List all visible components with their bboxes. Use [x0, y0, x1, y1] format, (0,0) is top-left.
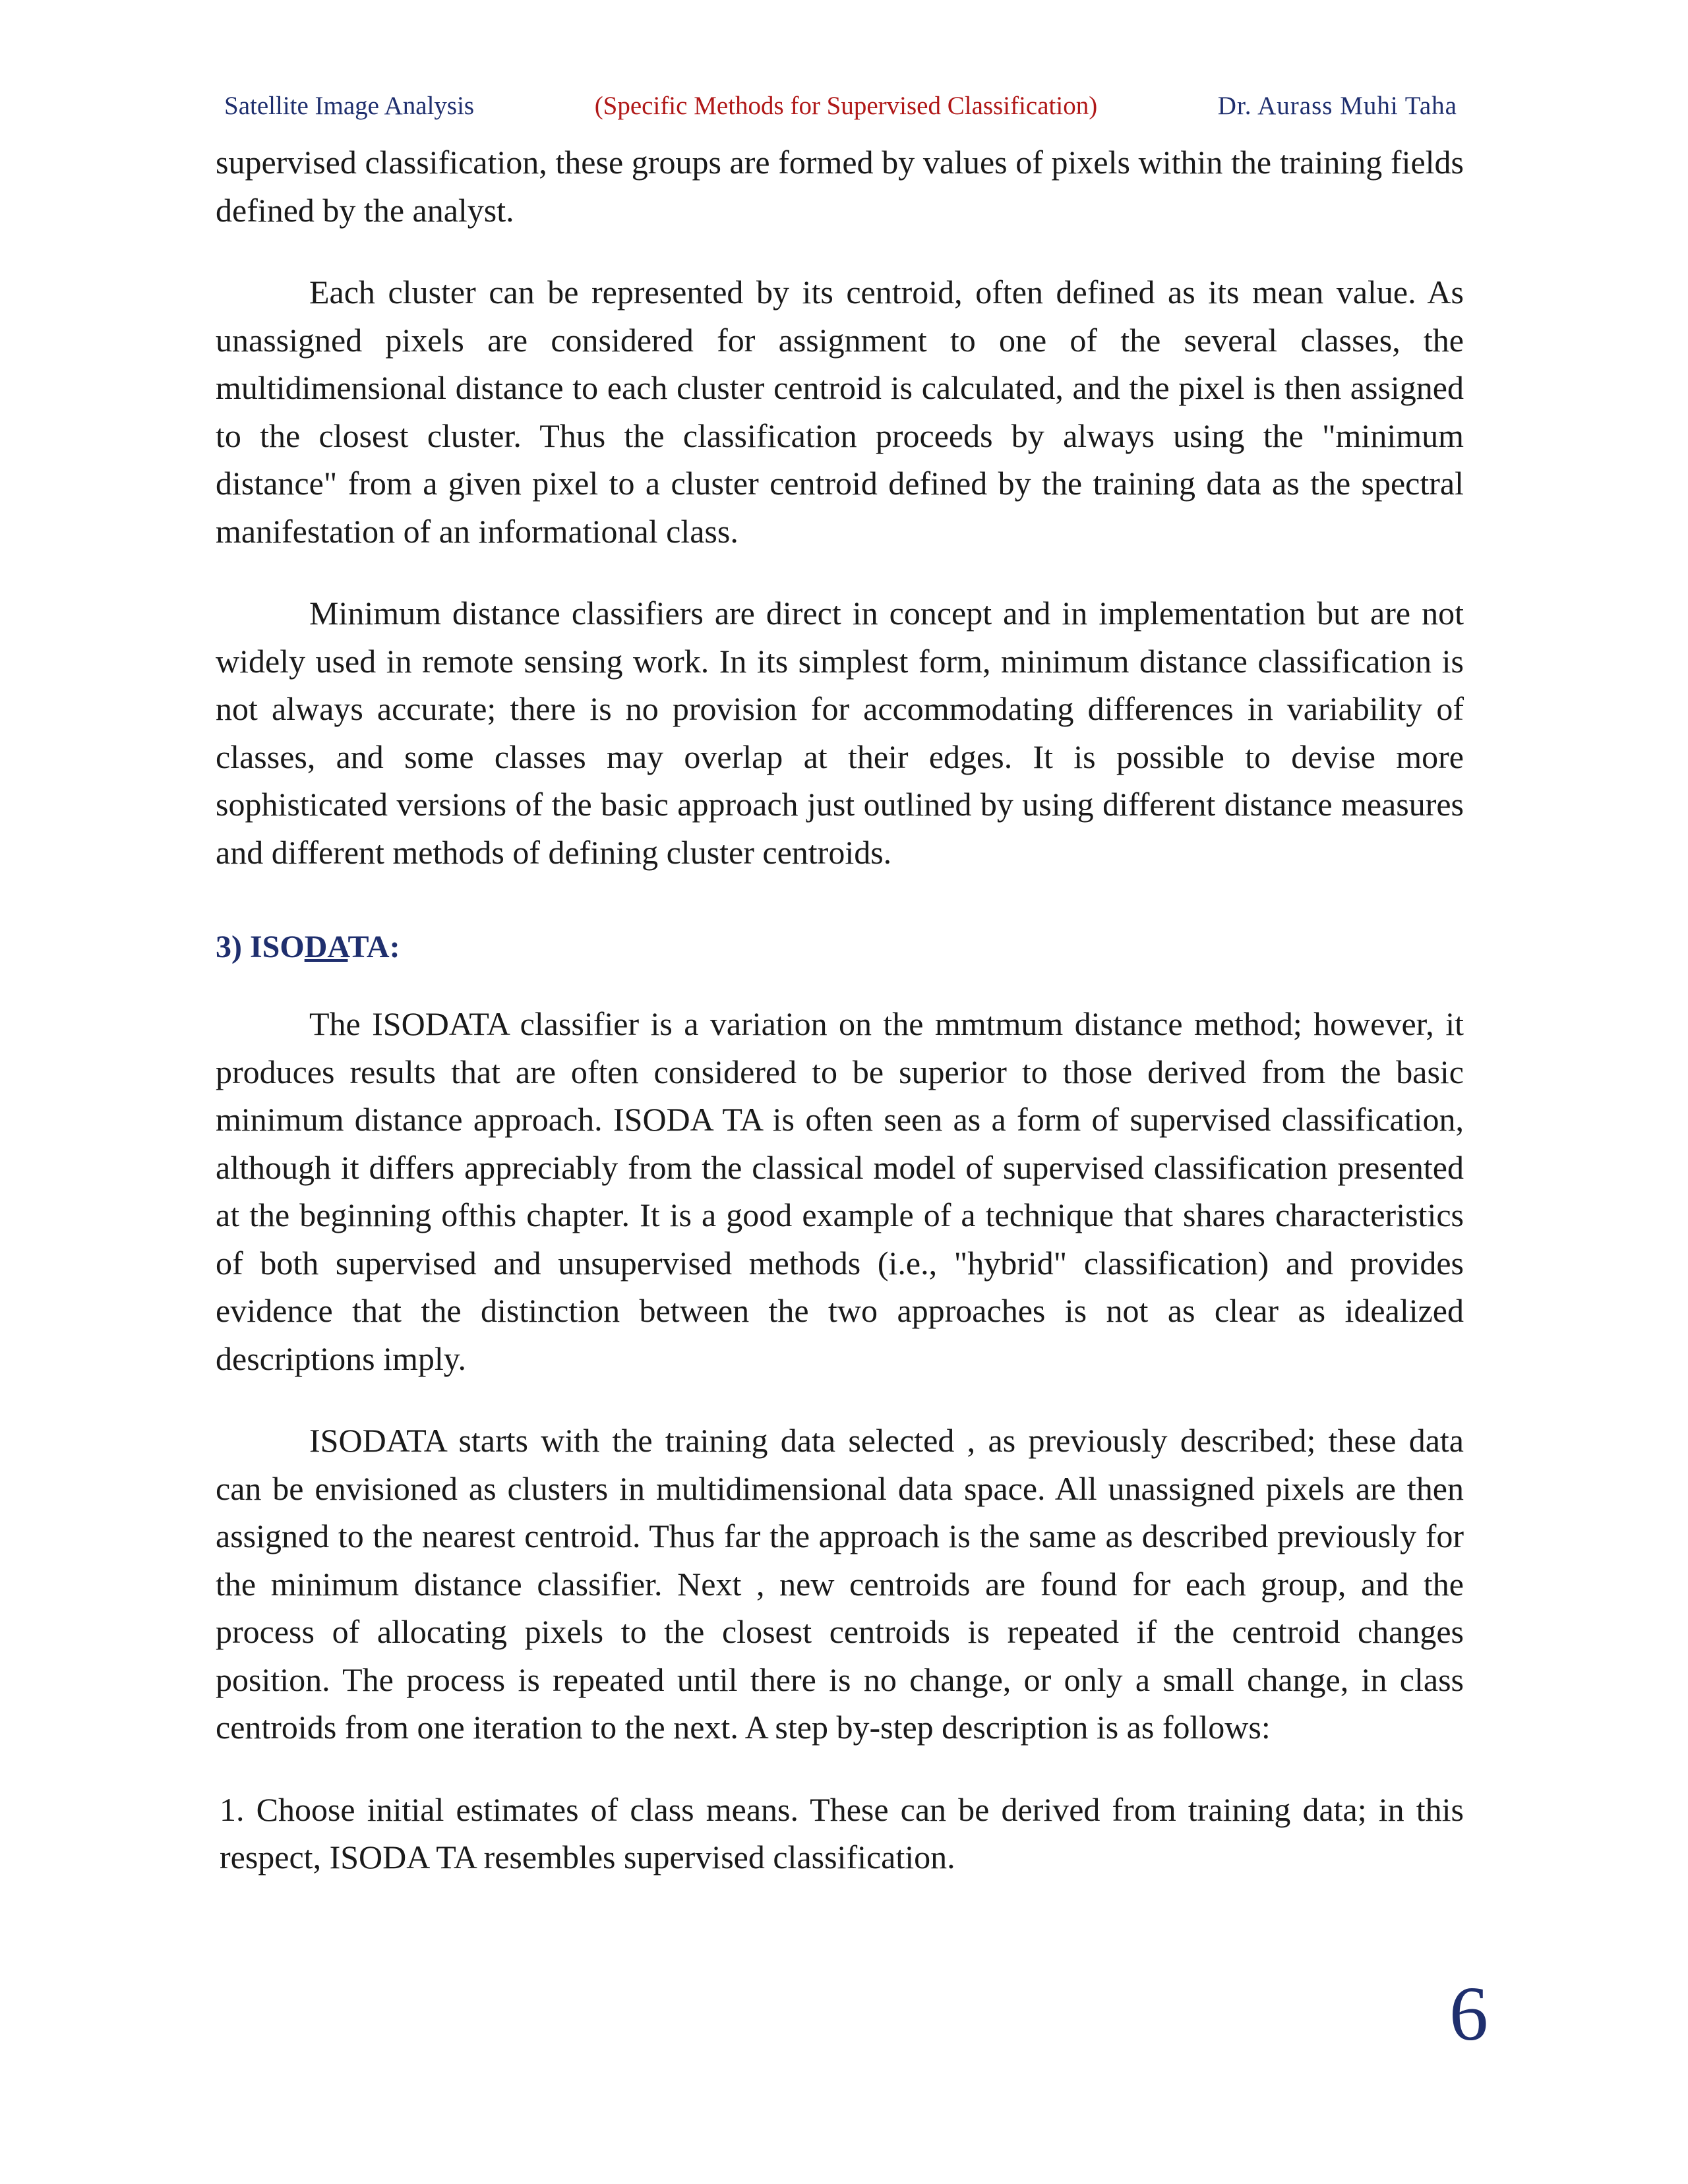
paragraph-continuation: supervised classification, these groups are formed by values of pixels within the training fields defined by the analyst. [216, 144, 1464, 229]
paragraph-isodata-intro: The ISODATA classifier is a variation on the mmtmum distance method; however, it produces results that are often considered to be superior to those derived from the basic minimum distance approach. ISODA TA is often seen as a form of supervised classification, although it differs appreciably from the classical model of supervised classification presented at the beginning ofthis chapter. It is a good example of a technique that shares characteristics of both supervised and unsupervised methods (i.e., "hybrid" classification) and provides evidence that the distinction between the two approaches is not as clear as idealized descriptions imply. [216, 1005, 1464, 1377]
list-item-step-1: 1. Choose initial estimates of class means. These can be derived from training data; in this respect, ISODA TA resembles supervised classification. [220, 1790, 1464, 1875]
section-heading-isodata [216, 924, 1464, 971]
section-heading-suffix: TA: [347, 930, 400, 964]
header-topic: (Specific Methods for Supervised Classification) [594, 92, 1098, 120]
section-heading-prefix: 3) ISO [216, 930, 305, 964]
page-header [224, 91, 1457, 121]
paragraph-cluster-centroid: Each cluster can be represented by its centroid, often defined as its mean value. As unassigned pixels are considered for assignment to one of the several classes, the multidimensional distance to each cluster centroid is calculated, and the pixel is then assigned to the closest cluster. Thus the classification proceeds by always using the "minimum distance" from a given pixel to a cluster centroid defined by the training data as the spectral manifestation of an informational class. [216, 274, 1464, 550]
header-course-title: Satellite Image Analysis [224, 92, 475, 120]
section-heading-underlined: DA [304, 930, 348, 964]
paragraph-minimum-distance: Minimum distance classifiers are direct in concept and in implementation but are not widely used in remote sensing work. In its simplest form, minimum distance classification is not always accurate; there is no provision for accommodating differences in variability of classes, and some classes may overlap at their edges. It is possible to devise more sophisticated versions of the basic approach just outlined by using different distance measures and different methods of defining cluster centroids. [216, 595, 1464, 871]
paragraph-isodata-process: ISODATA starts with the training data selected , as previously described; these data can be envisioned as clusters in multidimensional data space. All unassigned pixels are then assigned to the nearest centroid. Thus far the approach is the same as described previously for the minimum distance classifier. Next , new centroids are found for each group, and the process of allocating pixels to the closest centroids is repeated if the centroid changes position. The process is repeated until there is no change, or only a small change, in class centroids from one iteration to the next. A step by-step description is as follows: [216, 1422, 1464, 1746]
header-author: Dr. Aurass Muhi Taha [1217, 92, 1457, 120]
document-body [216, 138, 1464, 1881]
page-number: 6 [1449, 1970, 1488, 2057]
